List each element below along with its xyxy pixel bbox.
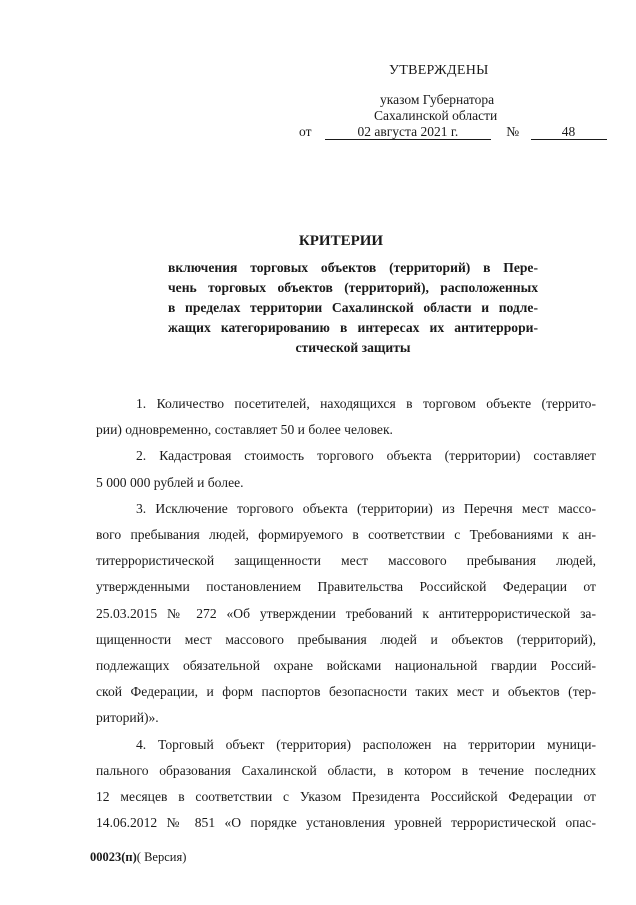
date-value: 02 августа 2021 г. <box>325 124 491 140</box>
approval-date-row <box>299 124 607 140</box>
criterion-2-text: 2. Кадастровая стоимость торгового объекта (территории) составляет <box>136 448 596 464</box>
criterion-4-text: пального образования Сахалинской области, в котором в течение последних <box>96 762 596 778</box>
criterion-4-text: 14.06.2012 № 851 «О порядке установления уровней террористической опас- <box>96 815 596 831</box>
subtitle-line: в пределах территории Сахалинской области и подле- <box>168 300 538 315</box>
criterion-3-text: утвержденными постановлением Правительства Российской Федерации от <box>96 579 596 595</box>
document-title: КРИТЕРИИ <box>298 233 384 249</box>
number-prefix: № <box>506 124 520 139</box>
subtitle-line: чень торговых объектов (территорий), расположенных <box>168 280 538 295</box>
criterion-3-text: риторий)». <box>96 710 159 726</box>
criterion-1-text: рии) одновременно, составляет 50 и более человек. <box>96 422 393 438</box>
criterion-4-text: 4. Торговый объект (территория) расположен на территории муници- <box>136 736 596 752</box>
criterion-3-text: титеррористической защищенности мест массового пребывания людей, <box>96 553 596 569</box>
criterion-1-text: 1. Количество посетителей, находящихся в торговом объекте (террито- <box>136 396 596 411</box>
approval-line-1: указом Губернатора <box>380 92 495 107</box>
approval-line-2: Сахалинской области <box>374 108 498 123</box>
document-body <box>96 391 596 836</box>
criterion-3-text: 3. Исключение торгового объекта (территории) из Перечня мест массо- <box>136 500 596 516</box>
approval-heading: УТВЕРЖДЕНЫ <box>389 63 489 78</box>
footer-version: ( Версия) <box>136 850 187 864</box>
document-footer <box>90 850 186 865</box>
criterion-2-text: 5 000 000 рублей и более. <box>96 474 244 490</box>
criterion-3-text: подлежащих обязательной охране войсками национальной гвардии Россий- <box>96 658 596 674</box>
criterion-3-text: 25.03.2015 № 272 «Об утверждении требований к антитеррористической за- <box>96 605 596 621</box>
criterion-3-text: щищенности мест массового пребывания людей и объектов (территорий), <box>96 631 596 647</box>
subtitle-line: включения торговых объектов (территорий) в Пере- <box>168 260 538 275</box>
date-prefix: от <box>299 124 312 139</box>
subtitle-line: жащих категорированию в интересах их антитеррори- <box>168 320 538 335</box>
document-subtitle <box>168 258 538 358</box>
subtitle-line: стической защиты <box>295 340 411 355</box>
criterion-3-text: ской Федерации, и форм паспортов безопасности таких мест и объектов (тер- <box>96 684 596 700</box>
number-value: 48 <box>531 124 607 140</box>
criterion-4-text: 12 месяцев в соответствии с Указом Президента Российской Федерации от <box>96 789 596 805</box>
criterion-3-text: вого пребывания людей, формируемого в соответствии с Требованиями к ан- <box>96 527 596 543</box>
footer-code: 00023(п) <box>90 850 137 864</box>
